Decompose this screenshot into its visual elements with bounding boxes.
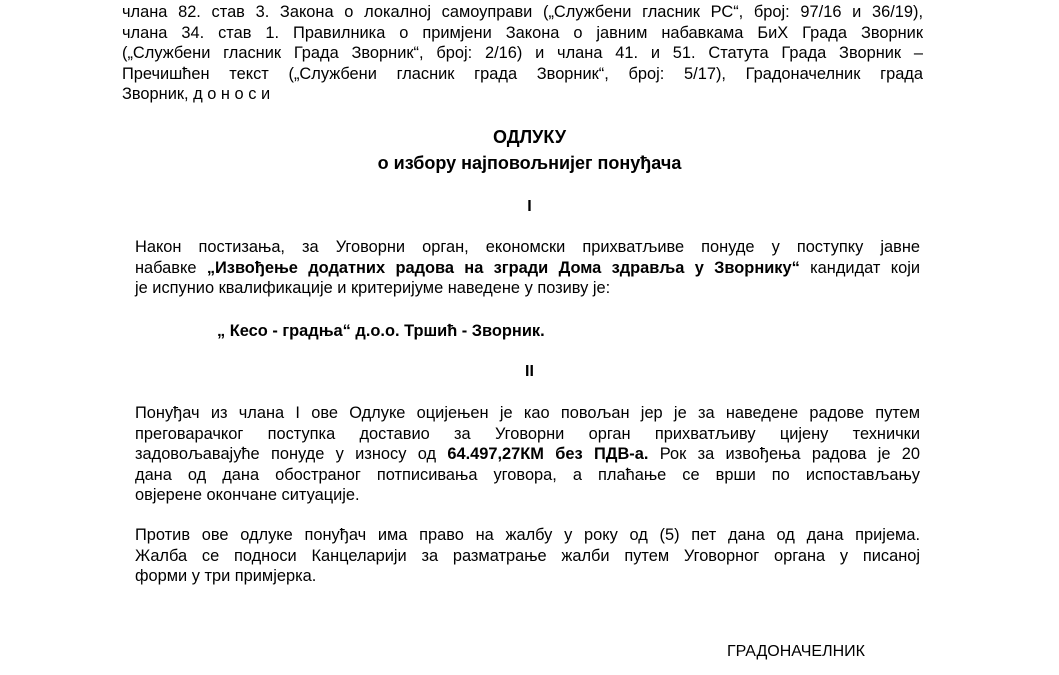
section2-text: задовољавајуће понуде у износу од xyxy=(135,445,448,464)
appeal-line: Против ове одлуке понуђач има право на жалбу у року од (5) пет дана од дана пријема. xyxy=(135,526,920,544)
section2-line: Понуђач из члана I ове Одлуке оцијењен је као повољан јер је за наведене радове путем xyxy=(135,404,920,422)
preamble-line: („Службени гласник Града Зворник“, број: 2/16) и члана 41. и 51. Статута Града Зворник – xyxy=(122,44,923,63)
signature-title: ГРАДОНАЧЕЛНИК xyxy=(727,643,865,660)
section2-line: дана од дана обостраног потписивања уговора, а плаћање се врши по испостављању xyxy=(135,465,920,484)
section1-line: је испунио квалификације и критеријуме наведене у позиву је: xyxy=(135,279,611,298)
section1-line xyxy=(135,258,920,279)
document-subtitle: о избору најповољнијег понуђача xyxy=(377,153,682,173)
section-number-1: I xyxy=(527,198,532,215)
section2-text: Рок за извођења радова је 20 xyxy=(648,445,921,464)
preamble-line: Пречишћен текст („Службени гласник града Зворник“, број: 5/17), Градоначелник града xyxy=(122,64,923,83)
appeal-line: Жалба се подноси Канцеларији за разматрање жалби путем Уговорног органа у писаној xyxy=(135,546,920,565)
section2-line: преговарачког поступка доставио за Уговорни орган прихватљиву цијену технички xyxy=(135,424,920,443)
preamble-line: члана 34. став 1. Правилника о примјени Закона о јавним набавкама БиХ Града Зворник xyxy=(122,23,923,42)
tender-name: „Извођење додатних радова на згради Дома здравља у Зворнику“ xyxy=(206,258,800,277)
section-number-2: II xyxy=(525,363,534,380)
preamble-paragraph xyxy=(122,2,923,105)
section1-paragraph xyxy=(135,237,920,299)
section2-line xyxy=(135,444,920,465)
section1-line: Након постизања, за Уговорни орган, економски прихватљиве понуде у поступку јавне xyxy=(135,238,920,256)
preamble-line: Зворник, д о н о с и xyxy=(122,85,271,104)
preamble-line: члана 82. став 3. Закона о локалној самоуправи („Службени гласник РС“, број: 97/16 и 36/19), xyxy=(122,3,923,21)
offer-amount: 64.497,27КМ без ПДВ-а. xyxy=(447,445,649,464)
section1-text: набавке xyxy=(135,258,207,277)
section2-paragraph-1 xyxy=(135,403,920,506)
section1-text: кандидат који xyxy=(799,258,921,277)
section2-line: овјерене окончане ситуације. xyxy=(135,486,360,505)
appeal-line: форми у три примјерка. xyxy=(135,567,317,586)
section2-paragraph-2 xyxy=(135,525,920,587)
selected-contractor: „ Кесо - градња“ д.о.о. Тршић - Зворник. xyxy=(217,322,545,340)
document-title: ОДЛУКУ xyxy=(492,127,567,147)
